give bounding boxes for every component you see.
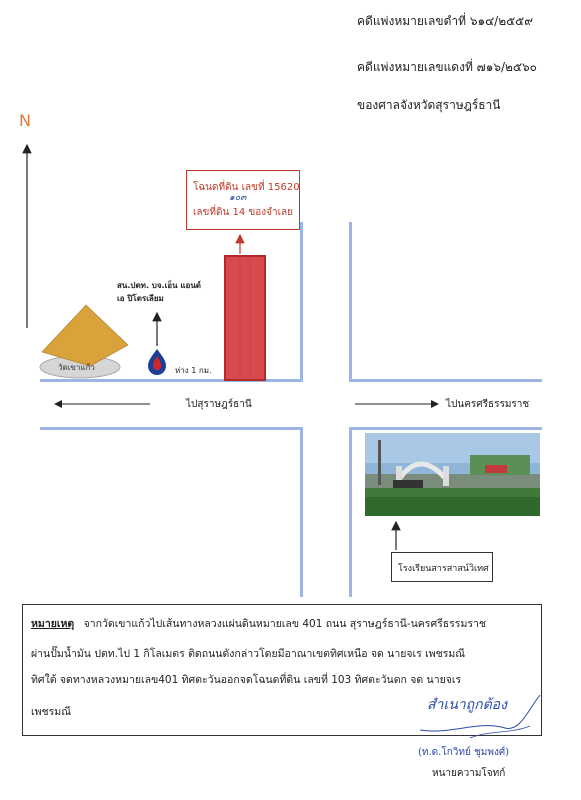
remarks-line4: เพชรมณี: [31, 706, 71, 718]
temple-label: วัดเขาแก้ว: [58, 363, 95, 372]
direction-label-left: ไปสุราษฎร์ธานี: [186, 399, 252, 410]
handwritten-number: ๑๐๓: [229, 193, 247, 203]
parcel-info-box: [186, 170, 300, 230]
certified-copy-stamp: สำเนาถูกต้อง: [427, 697, 507, 713]
gas-station-name-line2: เอ ปิโตรเลียม: [117, 294, 164, 303]
school-photo: [365, 433, 540, 516]
parcel-deed-number: โฉนดที่ดิน เลขที่ 15620: [193, 182, 300, 193]
road-segment: [300, 427, 303, 597]
parcel-land-number: เลขที่ดิน 14 ของจำเลย: [193, 207, 293, 218]
road-segment: [349, 427, 352, 597]
remarks-heading: หมายเหตุ: [31, 618, 75, 630]
road-segment: [40, 427, 302, 430]
lawyer-title: หนายความโจทก์: [432, 768, 506, 779]
road-segment: [350, 379, 542, 382]
remarks-line2: ผ่านปั๊มน้ำมัน ปตท.ไป 1 กิโลเมตร ติดถนนดังกล่าวโดยมีอาณาเขตทิศเหนือ จด นายจเร เพชรมณี: [31, 648, 466, 660]
temple-mountain-icon: [42, 305, 128, 366]
school-label: โรงเรียนสารสาสน์วิเทศ: [398, 564, 489, 574]
direction-label-right: ไปนครศรีธรรมราช: [446, 399, 530, 410]
road-segment: [350, 427, 542, 430]
distance-label: ห่าง 1 กม.: [175, 366, 212, 375]
case-number-black: คดีแพ่งหมายเลขดำที่ ๖๑๔/๒๕๕๙: [357, 14, 534, 28]
road-segment: [349, 222, 352, 382]
school-label-box: [391, 552, 493, 582]
lawyer-name: (ท.ด.โกวิทย์ ชุมพงศ์): [418, 747, 510, 758]
signature-mark: [410, 690, 550, 745]
case-number-red: คดีแพ่งหมายเลขแดงที่ ๗๑๖/๒๕๖๐: [357, 60, 537, 74]
court-name: ของศาลจังหวัดสุราษฎร์ธานี: [357, 98, 501, 112]
compass-label: N: [19, 111, 31, 130]
gas-station-name-line1: สน.ปตท. บจ.เอ็น แอนด์: [117, 281, 201, 290]
road-segment: [300, 222, 303, 382]
remarks-line1: หมายเหตุ จากวัดเขาแก้วไปเส้นทางหลวงแผ่นดินหมายเลข 401 ถนน สุราษฎร์ธานี-นครศรีธรรมราช: [31, 618, 487, 630]
land-parcel: [225, 256, 265, 380]
remarks-line3: ทิศใต้ จดทางหลวงหมายเลข401 ทิศตะวันออกจดโฉนดที่ดิน เลขที่ 103 ทิศตะวันตก จด นายจเร: [31, 674, 462, 686]
